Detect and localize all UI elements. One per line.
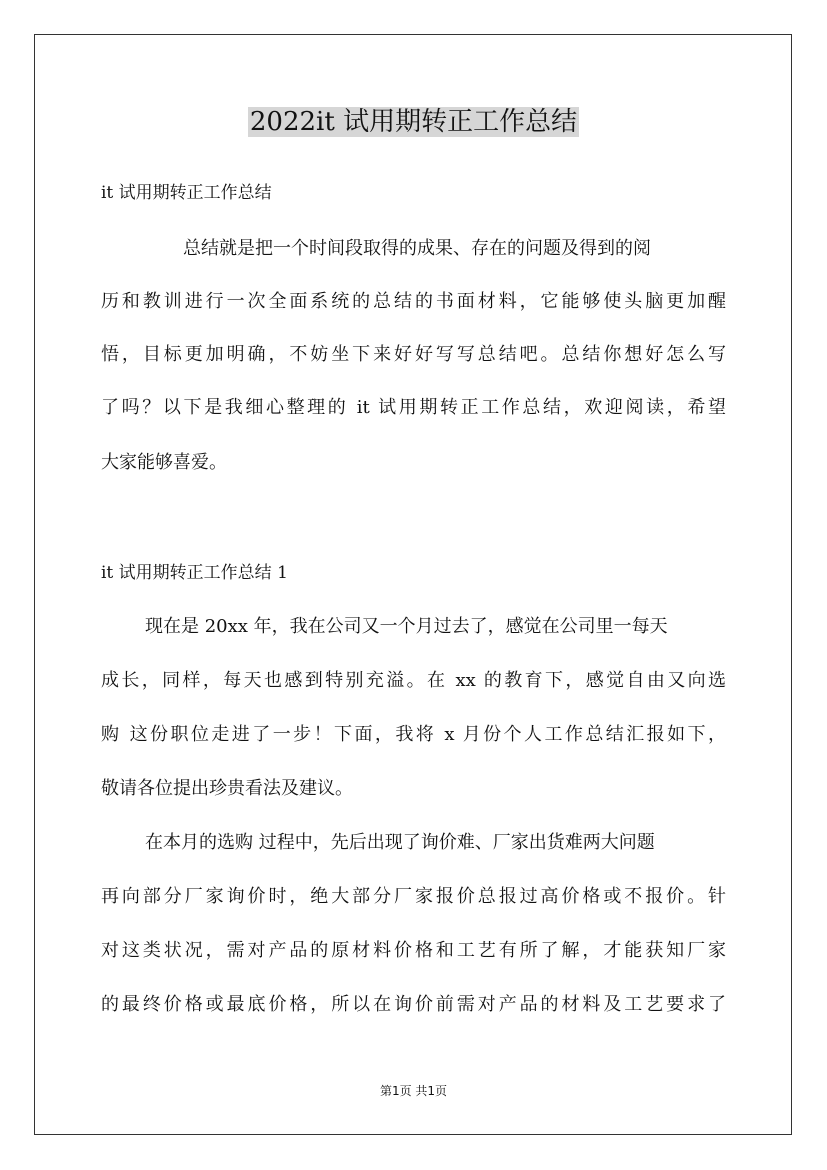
intro-line-3: 悟，目标更加明确，不妨坐下来好好写写总结吧。总结你想好怎么写 — [101, 344, 726, 365]
intro-line-1: 总结就是把一个时间段取得的成果、存在的问题及得到的阅 — [183, 238, 651, 259]
intro-line-5: 大家能够喜爱。 — [101, 452, 227, 473]
para1-line-3: 购 这份职位走进了一步！下面，我将 x 月份个人工作总结汇报如下， — [101, 724, 726, 745]
para2-line-3: 对这类状况，需对产品的原材料价格和工艺有所了解，才能获知厂家 — [101, 940, 726, 961]
intro-line-2: 历和教训进行一次全面系统的总结的书面材料，它能够使头脑更加醒 — [101, 291, 726, 312]
para2-line-2: 再向部分厂家询价时，绝大部分厂家报价总报过高价格或不报价。针 — [101, 886, 726, 907]
page-footer: 第1页 共1页 — [379, 1084, 448, 1098]
intro-line-4: 了吗？以下是我细心整理的 it 试用期转正工作总结，欢迎阅读，希望 — [101, 397, 726, 418]
para1-line-1: 现在是 20xx 年，我在公司又一个月过去了，感觉在公司里一每天 — [145, 616, 668, 637]
document-title — [0, 102, 827, 142]
para1-line-4: 敬请各位提出珍贵看法及建议。 — [101, 778, 353, 799]
subheading-intro: it 试用期转正工作总结 — [101, 183, 272, 203]
para1-line-2: 成长，同样，每天也感到特别充溢。在 xx 的教育下，感觉自由又向选 — [101, 670, 726, 691]
subheading-section-1: it 试用期转正工作总结 1 — [101, 563, 288, 583]
document-title-text: 2022it 试用期转正工作总结 — [249, 107, 578, 137]
para2-line-1: 在本月的选购 过程中，先后出现了询价难、厂家出货难两大问题 — [145, 832, 655, 853]
para2-line-4: 的最终价格或最底价格，所以在询价前需对产品的材料及工艺要求了 — [101, 994, 726, 1015]
